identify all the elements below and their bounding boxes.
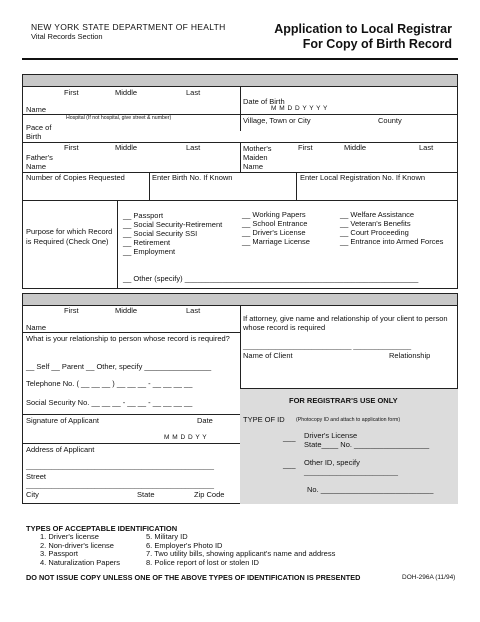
label-name: Name — [26, 105, 47, 114]
purpose-working-papers[interactable]: __ Working Papers — [242, 210, 306, 219]
id-item: 4. Naturalization Papers — [40, 557, 121, 567]
ssn-field[interactable]: Social Security No. __ __ __ - __ __ - __ __ __ __ — [26, 398, 193, 407]
label-first: First — [64, 143, 79, 152]
label-mothers-maiden-name: Mother's Maiden Name — [243, 144, 272, 171]
label-date: Date — [197, 416, 213, 425]
divider — [117, 200, 118, 289]
purpose-col3 — [340, 210, 443, 246]
warning-text: DO NOT ISSUE COPY UNLESS ONE OF THE ABOVE TYPES OF IDENTIFICATION IS PRESENTED — [26, 573, 361, 582]
purpose-ss-retirement[interactable]: __ Social Security-Retirement — [123, 220, 223, 229]
rel-options[interactable]: __ Self __ Parent __ Other, specify ________________ — [26, 362, 212, 371]
divider — [240, 142, 241, 172]
row-line — [22, 332, 240, 333]
label-type-of-id: TYPE OF ID — [243, 415, 285, 424]
label-middle: Middle — [344, 143, 367, 152]
label-relationship: Relationship — [389, 351, 431, 360]
label-address: Address of Applicant — [26, 445, 95, 454]
purpose-drivers-license[interactable]: __ Driver's License — [242, 228, 306, 237]
label-first: First — [64, 88, 79, 97]
id-item: 3. Passport — [40, 549, 78, 559]
telephone-field[interactable]: Telephone No. ( __ __ __ ) __ __ __ - __ __ __ __ — [26, 379, 193, 388]
id-item: 8. Police report of lost or stolen ID — [146, 557, 259, 567]
label-zip: Zip Code — [194, 490, 225, 499]
address-line[interactable]: ____________________________________________________ — [26, 463, 214, 470]
type-id-note: (Photocopy ID and attach to application form) — [296, 417, 401, 423]
purpose-veterans[interactable]: __ Veteran's Benefits — [340, 219, 411, 228]
label-local-reg-no: Enter Local Registration No. If Known — [300, 173, 426, 182]
divider — [296, 172, 297, 200]
purpose-welfare[interactable]: __ Welfare Assistance — [340, 210, 415, 219]
purpose-col1 — [123, 211, 222, 256]
row-line — [22, 200, 458, 201]
label-drivers-license: Driver's License — [304, 431, 358, 440]
dl-state-no[interactable]: State____ No. __________________ — [304, 440, 430, 449]
label-village: Village, Town or City — [243, 116, 311, 125]
divider — [149, 172, 150, 200]
id-item: 7. Two utility bills, showing applicant's name and address — [146, 549, 336, 559]
label-city: City — [26, 490, 39, 499]
purpose-court[interactable]: __ Court Proceeding — [340, 228, 409, 237]
section-name: Vital Records Section — [31, 32, 103, 41]
label-last: Last — [186, 143, 201, 152]
label-county: County — [378, 116, 402, 125]
purpose-ss-ssi[interactable]: __ Social Security SSI — [123, 229, 198, 238]
other-id-no[interactable]: No. ___________________________ — [307, 485, 434, 494]
purpose-passport[interactable]: __ Passport — [123, 211, 164, 220]
client-lines[interactable]: ______________________________ ________________ — [243, 343, 412, 350]
id-item: 6. Employer's Photo ID — [146, 540, 223, 550]
divider — [240, 86, 241, 131]
purpose-school-entrance[interactable]: __ School Entrance — [242, 219, 308, 228]
agency-name: NEW YORK STATE DEPARTMENT OF HEALTH — [31, 22, 226, 32]
types-title: TYPES OF ACCEPTABLE IDENTIFICATION — [26, 524, 178, 533]
label-state: State — [137, 490, 155, 499]
label-last: Last — [186, 88, 201, 97]
label-street: Street — [26, 472, 47, 481]
label-first: First — [298, 143, 313, 152]
label-middle: Middle — [115, 306, 138, 315]
purpose-retirement[interactable]: __ Retirement — [123, 238, 171, 247]
id-item: 1. Driver's license — [40, 532, 99, 541]
header-rule — [22, 58, 458, 60]
form-title-line1: Application to Local Registrar — [274, 22, 452, 36]
label-signature: Signature of Applicant — [26, 416, 99, 425]
dl-checkbox[interactable]: ___ — [283, 433, 296, 442]
id-item: 2. Non-driver's license — [40, 540, 114, 550]
label-last: Last — [186, 306, 201, 315]
ids-col1 — [40, 533, 120, 567]
label-dob: Date of Birth — [243, 97, 285, 106]
ids-col2 — [146, 533, 335, 567]
label-fathers-name: Father's Name — [26, 153, 53, 171]
label-name-of-client: Name of Client — [243, 351, 293, 360]
label-purpose: Purpose for which Record is Required (Check One) — [26, 227, 113, 246]
label-attorney: If attorney, give name and relationship of your client to person whose record is required — [243, 314, 448, 332]
registrar-title: FOR REGISTRAR'S USE ONLY — [289, 396, 398, 405]
purpose-armed-forces[interactable]: __ Entrance into Armed Forces — [340, 237, 444, 246]
label-place-of-birth: Pace of Birth — [26, 123, 52, 141]
hospital-note: Hospital (If not hospital, give street & number) — [66, 115, 172, 121]
purpose-employment[interactable]: __ Employment — [123, 247, 176, 256]
address-line2[interactable]: ____________________________________________________ — [26, 482, 214, 489]
other-id-line[interactable]: __________________________ — [304, 469, 398, 476]
label-rel-question: What is your relationship to person whose record is required? — [26, 334, 230, 343]
row-line — [22, 414, 240, 415]
dob-format: M M D D Y Y Y Y — [271, 105, 328, 112]
form-title-line2: For Copy of Birth Record — [302, 37, 452, 51]
label-last: Last — [419, 143, 434, 152]
label-middle: Middle — [115, 143, 138, 152]
label-applicant-name: Name — [26, 323, 47, 332]
purpose-other[interactable]: __ Other (specify) ________________________________________________________ — [123, 274, 419, 283]
purpose-col2 — [242, 210, 310, 246]
label-middle: Middle — [115, 88, 138, 97]
row-line — [22, 443, 240, 444]
other-id-checkbox[interactable]: ___ — [283, 460, 296, 469]
row-line — [240, 388, 458, 389]
form-number: DOH-296A (11/94) — [402, 574, 456, 581]
label-first: First — [64, 306, 79, 315]
id-item: 5. Military ID — [146, 532, 188, 541]
date-format: M M D D Y Y — [164, 434, 208, 441]
label-other-id: Other ID, specify — [304, 458, 360, 467]
label-birth-no: Enter Birth No. If Known — [152, 173, 233, 182]
purpose-marriage-license[interactable]: __ Marriage License — [242, 237, 310, 246]
label-copies: Number of Copies Requested — [26, 173, 125, 182]
